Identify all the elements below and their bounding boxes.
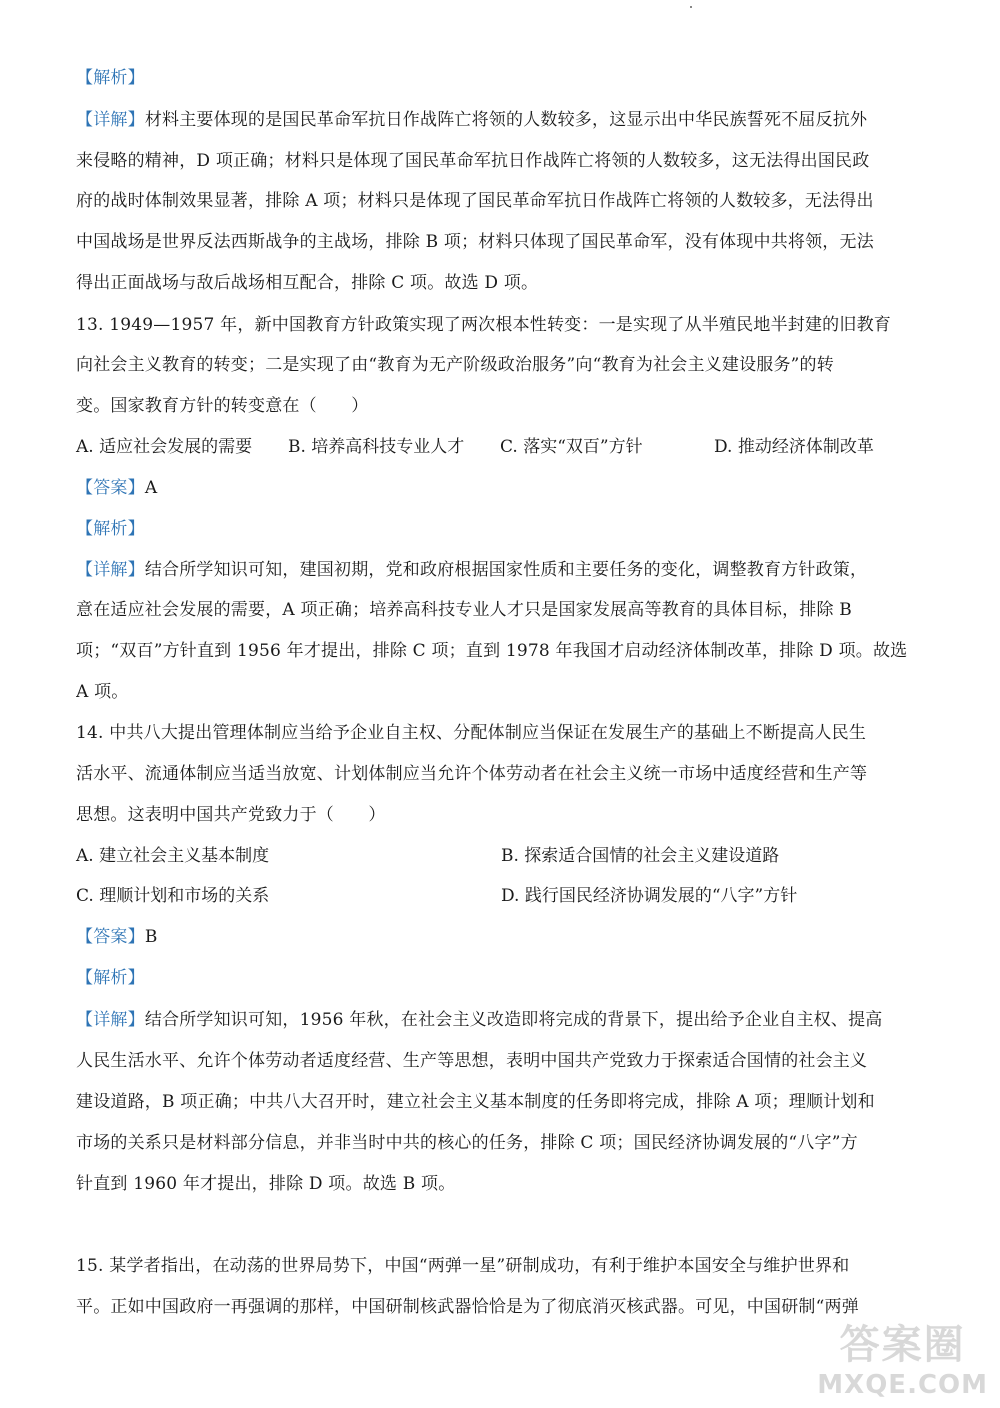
q13-option-b: B. 培养高科技专业人才 [288, 437, 465, 457]
detail-tag-12: 【详解】 [76, 110, 145, 130]
q13-stem-line-2: 向社会主义教育的转变；二是实现了由“教育为无产阶级政治服务”向“教育为社会主义建设服务”的转 [76, 355, 834, 375]
q14-option-a: A. 建立社会主义基本制度 [76, 846, 270, 866]
detail-12-line-5: 得出正面战场与敌后战场相互配合，排除 C 项。故选 D 项。 [76, 273, 539, 293]
q14-option-c: C. 理顺计划和市场的关系 [76, 886, 270, 906]
analysis-tag-14: 【解析】 [76, 968, 145, 988]
answer-tag-13: 【答案】 [76, 478, 145, 498]
q13-answer [76, 478, 926, 498]
watermark-logo-text: 答案圈 [839, 1322, 966, 1368]
q13-option-a: A. 适应社会发展的需要 [76, 437, 253, 457]
q14-stem-line-3: 思想。这表明中国共产党致力于（ ） [76, 805, 386, 825]
q14-option-b: B. 探索适合国情的社会主义建设道路 [501, 846, 780, 866]
q14-detail-line-1: 【详解】结合所学知识可知，1956 年秋，在社会主义改造即将完成的背景下，提出给予企业自主权、提高 [76, 1010, 883, 1030]
q13-stem-line-1: 13. 1949—1957 年，新中国教育方针政策实现了两次根本性转变：一是实现了从半殖民地半封建的旧教育 [76, 315, 891, 335]
page-mark-dot [690, 6, 692, 8]
q14-answer [76, 927, 926, 947]
q15-stem-line-2: 平。正如中国政府一再强调的那样，中国研制核武器恰恰是为了彻底消灭核武器。可见，中国研制“两弹 [76, 1297, 859, 1317]
q13-answer-value: A [144, 478, 158, 498]
analysis-tag-12: 【解析】 [76, 68, 145, 88]
detail-12-line-2: 来侵略的精神，D 项正确；材料只是体现了国民革命军抗日作战阵亡将领的人数较多，这无法得出国民政 [76, 151, 870, 171]
q13-option-d: D. 推动经济体制改革 [714, 437, 874, 457]
analysis-tag-13: 【解析】 [76, 519, 145, 539]
q14-detail-line-3: 建设道路，B 项正确；中共八大召开时，建立社会主义基本制度的任务即将完成，排除 A 项；理顺计划和 [76, 1092, 875, 1112]
q13-detail-line-3: 项；“双百”方针直到 1956 年才提出，排除 C 项；直到 1978 年我国才启动经济体制改革，排除 D 项。故选 [76, 641, 908, 661]
detail-12-line-1: 【详解】材料主要体现的是国民革命军抗日作战阵亡将领的人数较多，这显示出中华民族誓死不屈反抗外 [76, 110, 868, 130]
q14-option-d: D. 践行国民经济协调发展的“八字”方针 [501, 886, 798, 906]
detail-tag-13: 【详解】 [76, 560, 145, 580]
q14-stem-line-1: 14. 中共八大提出管理体制应当给予企业自主权、分配体制应当保证在发展生产的基础上不断提高人民生 [76, 723, 867, 743]
q13-option-c: C. 落实“双百”方针 [500, 437, 643, 457]
q14-answer-value: B [144, 927, 158, 947]
detail-tag-14: 【详解】 [76, 1010, 145, 1030]
watermark-domain: MXQE.COM [817, 1370, 988, 1400]
q14-stem-line-2: 活水平、流通体制应当适当放宽、计划体制应当允许个体劳动者在社会主义统一市场中适度经营和生产等 [76, 764, 868, 784]
q13-detail-line-2: 意在适应社会发展的需要，A 项正确；培养高科技专业人才只是国家发展高等教育的具体目标，排除 B [76, 600, 852, 620]
q15-stem-line-1: 15. 某学者指出，在动荡的世界局势下，中国“两弹一星”研制成功，有利于维护本国安全与维护世界和 [76, 1256, 850, 1276]
detail-12-line-3: 府的战时体制效果显著，排除 A 项；材料只是体现了国民革命军抗日作战阵亡将领的人数较多，无法得出 [76, 191, 874, 211]
q13-detail-line-1: 【详解】结合所学知识可知，建国初期，党和政府根据国家性质和主要任务的变化，调整教育方针政策， [76, 560, 868, 580]
answer-tag-14: 【答案】 [76, 927, 145, 947]
q13-stem-line-3: 变。国家教育方针的转变意在（ ） [76, 396, 369, 416]
q14-detail-line-2: 人民生活水平、允许个体劳动者适度经营、生产等思想，表明中国共产党致力于探索适合国情的社会主义 [76, 1051, 868, 1071]
q13-detail-line-4: A 项。 [76, 682, 129, 702]
q14-detail-line-4: 市场的关系只是材料部分信息，并非当时中共的核心的任务，排除 C 项；国民经济协调发展的“八字”方 [76, 1133, 858, 1153]
site-watermark [817, 1313, 988, 1400]
q14-detail-line-5: 针直到 1960 年才提出，排除 D 项。故选 B 项。 [76, 1174, 456, 1194]
detail-12-line-4: 中国战场是世界反法西斯战争的主战场，排除 B 项；材料只体现了国民革命军，没有体现中共将领，无法 [76, 232, 874, 252]
